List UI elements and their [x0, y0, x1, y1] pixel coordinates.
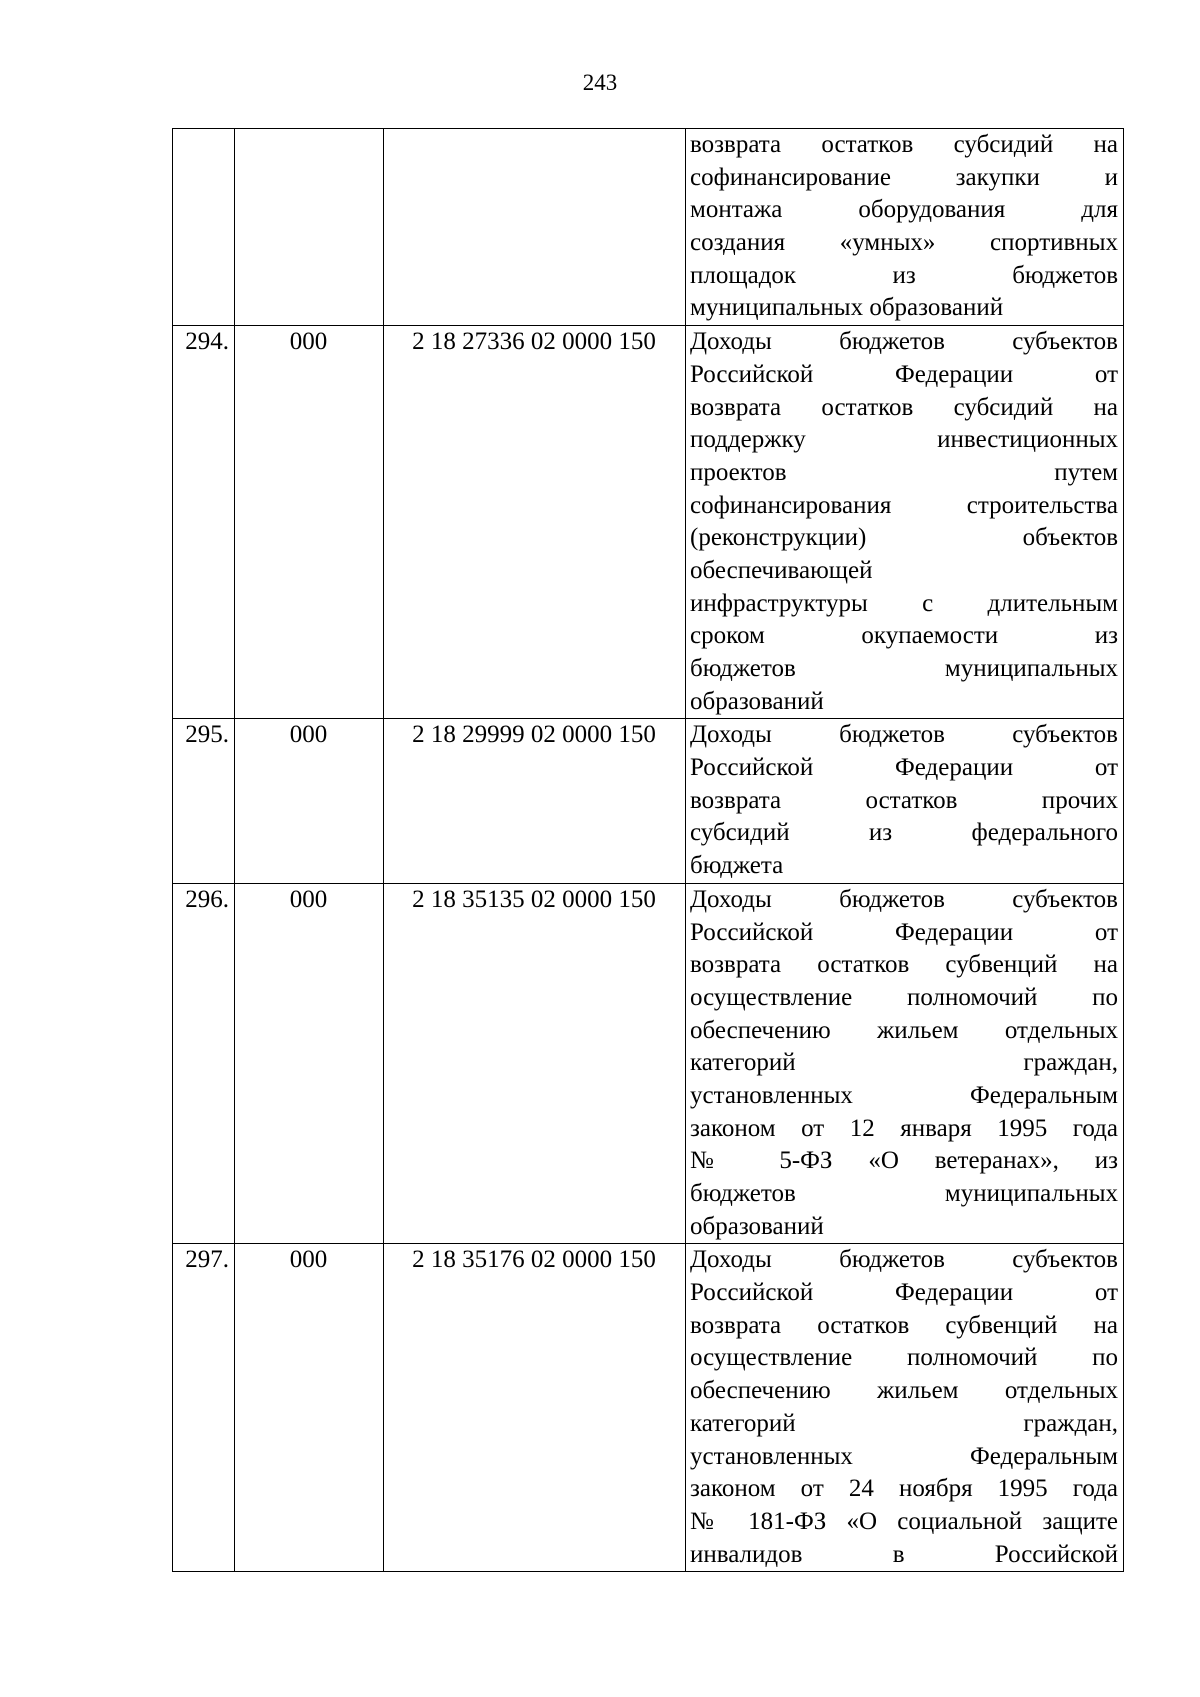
table-body: [173, 129, 1124, 1572]
row-number-cell: 295.: [173, 719, 235, 883]
description-line: возврата остатков прочих: [690, 786, 1118, 814]
budget-code-cell: [384, 129, 686, 326]
row-number-cell: 296.: [173, 883, 235, 1244]
budget-code-table: [172, 128, 1124, 1572]
admin-code-cell: 000: [235, 1244, 384, 1572]
description-line: осуществление полномочий по: [690, 1344, 1118, 1372]
admin-code-cell: 000: [235, 719, 384, 883]
description-cell: [686, 883, 1124, 1244]
description-line: категорий граждан,: [690, 1409, 1118, 1437]
description-line: возврата остатков субсидий на: [690, 393, 1118, 421]
description-line: бюджета: [690, 852, 784, 880]
description-line: софинансирование закупки и: [690, 163, 1118, 191]
description-line: бюджетов муниципальных: [690, 655, 1118, 682]
description-cell: [686, 129, 1124, 326]
description-line: образований: [690, 687, 824, 715]
description-line: образований: [690, 1212, 824, 1240]
description-line: муниципальных образований: [690, 294, 1004, 322]
description-line: установленных Федеральным: [690, 1442, 1118, 1470]
page-number: 243: [582, 70, 618, 95]
description-line: создания «умных» спортивных: [690, 229, 1118, 257]
table-row: [173, 719, 1124, 883]
description-line: возврата остатков субсидий на: [690, 131, 1118, 158]
description-line: осуществление полномочий по: [690, 983, 1118, 1011]
description-line: обеспечению жильем отдельных: [690, 1377, 1118, 1405]
description-line: законом от 12 января 1995 года: [690, 1114, 1118, 1142]
description-line: № 5-ФЗ «О ветеранах», из: [690, 1147, 1118, 1175]
description-line: Российской Федерации от: [690, 918, 1118, 946]
description-line: № 181-ФЗ «О социальной защите: [690, 1507, 1118, 1535]
row-number-cell: [173, 129, 235, 326]
description-line: сроком окупаемости из: [690, 622, 1118, 650]
description-line: возврата остатков субвенций на: [690, 951, 1118, 979]
table-row: [173, 1244, 1124, 1572]
description-line: монтажа оборудования для: [690, 196, 1118, 224]
description-line: Доходы бюджетов субъектов: [690, 721, 1118, 749]
description-line: проектов путем: [690, 458, 1118, 486]
table-row: [173, 129, 1124, 326]
description-line: возврата остатков субвенций на: [690, 1311, 1118, 1339]
description-cell: [686, 326, 1124, 719]
admin-code-cell: 000: [235, 326, 384, 719]
admin-code-cell: 000: [235, 883, 384, 1244]
description-cell: [686, 719, 1124, 883]
description-line: Доходы бюджетов субъектов: [690, 328, 1118, 356]
description-line: Российской Федерации от: [690, 1279, 1118, 1307]
description-line: Российской Федерации от: [690, 754, 1118, 782]
description-line: поддержку инвестиционных: [690, 426, 1118, 454]
table-row: [173, 883, 1124, 1244]
description-line: Доходы бюджетов субъектов: [690, 1246, 1118, 1274]
description-line: инвалидов в Российской: [690, 1540, 1118, 1568]
description-line: обеспечивающей: [690, 556, 873, 584]
budget-code-cell: 2 18 35135 02 0000 150: [384, 883, 686, 1244]
row-number-cell: 297.: [173, 1244, 235, 1572]
description-line: Доходы бюджетов субъектов: [690, 885, 1118, 913]
description-line: установленных Федеральным: [690, 1081, 1118, 1109]
description-line: софинансирования строительства: [690, 491, 1118, 519]
description-line: инфраструктуры с длительным: [690, 589, 1118, 617]
description-line: обеспечению жильем отдельных: [690, 1016, 1118, 1044]
description-line: Российской Федерации от: [690, 360, 1118, 388]
description-line: площадок из бюджетов: [690, 261, 1118, 289]
admin-code-cell: [235, 129, 384, 326]
budget-code-cell: 2 18 35176 02 0000 150: [384, 1244, 686, 1572]
description-line: категорий граждан,: [690, 1049, 1118, 1077]
budget-code-cell: 2 18 27336 02 0000 150: [384, 326, 686, 719]
table-row: [173, 326, 1124, 719]
description-line: (реконструкции) объектов: [690, 524, 1118, 552]
description-line: законом от 24 ноября 1995 года: [690, 1475, 1118, 1503]
row-number-cell: 294.: [173, 326, 235, 719]
description-line: субсидий из федерального: [690, 819, 1118, 847]
description-cell: [686, 1244, 1124, 1572]
budget-code-cell: 2 18 29999 02 0000 150: [384, 719, 686, 883]
description-line: бюджетов муниципальных: [690, 1180, 1118, 1207]
